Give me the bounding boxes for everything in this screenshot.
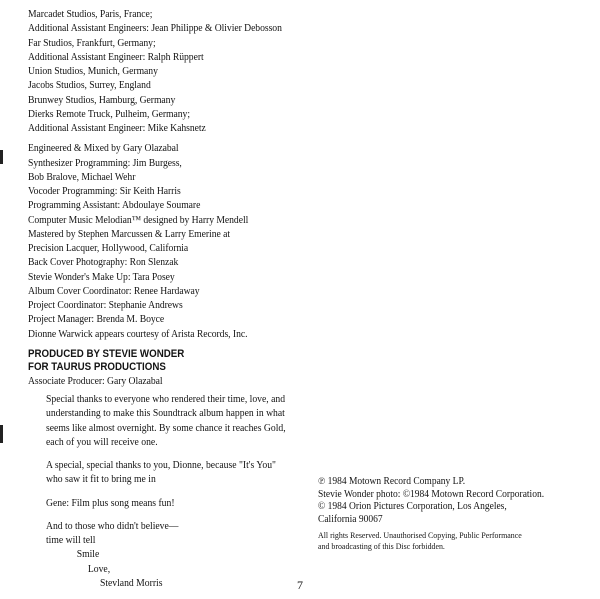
credit-line: Dionne Warwick appears courtesy of Arista Records, Inc. bbox=[28, 328, 248, 340]
signoff-love: Love, bbox=[87, 563, 111, 575]
credit-line: Precision Lacquer, Hollywood, California bbox=[28, 243, 189, 254]
credit-line: Stevie Wonder's Make Up: Tara Posey bbox=[28, 271, 175, 283]
legal-notice bbox=[318, 476, 588, 552]
staff-credits bbox=[28, 142, 328, 342]
credit-line: Jacobs Studios, Surrey, England bbox=[28, 80, 151, 92]
thanks-section bbox=[46, 393, 321, 591]
rights-reserved: All rights Reserved. Unauthorised Copying, Public Performance and broadcasting of this Disc forbidden. bbox=[318, 530, 522, 551]
credit-line: Engineered & Mixed by Gary Olazabal bbox=[28, 143, 179, 155]
phonogram-notice: ℗ 1984 Motown Record Company LP. bbox=[318, 476, 466, 487]
credit-line: Far Studios, Frankfurt, Germany; bbox=[28, 37, 156, 49]
orion-copyright: © 1984 Orion Pictures Corporation, Los Angeles, bbox=[318, 501, 507, 512]
scan-edge-mark bbox=[0, 150, 3, 164]
credit-line: Additional Assistant Engineer: Ralph Rüppert bbox=[28, 51, 204, 63]
credit-line: Mastered by Stephen Marcussen & Larry Emerine at bbox=[28, 228, 230, 240]
credit-line: Back Cover Photography: Ron Slenzak bbox=[28, 257, 179, 269]
thanks-paragraph-dionne: A special, special thanks to you, Dionne, because "It's You" who saw it fit to bring me in bbox=[46, 460, 276, 486]
credit-line: Programming Assistant: Abdoulaye Soumare bbox=[28, 200, 201, 212]
credit-line: Additional Assistant Engineers: Jean Philippe & Olivier Debosson bbox=[28, 23, 282, 35]
thanks-paragraph: Special thanks to everyone who rendered their time, love, and understanding to make this Soundtrack album happen in what seems like almost overnight. By some chance it reaches Gold, each of you will receive one. bbox=[46, 394, 286, 448]
credit-line: Bob Bralove, Michael Wehr bbox=[28, 171, 136, 183]
page-number: 7 bbox=[297, 578, 303, 592]
producer-heading: PRODUCED BY STEVIE WONDER bbox=[28, 347, 185, 360]
orion-address: California 90067 bbox=[318, 513, 383, 525]
scan-edge-mark bbox=[0, 425, 3, 443]
credit-line: Additional Assistant Engineer: Mike Kahsnetz bbox=[28, 123, 206, 134]
thanks-paragraph-gene: Gene: Film plus song means fun! bbox=[46, 497, 175, 509]
producer-heading-sub: FOR TAURUS PRODUCTIONS bbox=[28, 361, 166, 374]
credit-line: Project Coordinator: Stephanie Andrews bbox=[28, 300, 183, 311]
signoff-name: Stevland Morris bbox=[99, 577, 163, 589]
credit-line: Synthesizer Programming: Jim Burgess, bbox=[28, 157, 182, 169]
credit-line: Album Cover Coordinator: Renee Hardaway bbox=[28, 285, 200, 297]
credit-line: Vocoder Programming: Sir Keith Harris bbox=[28, 186, 181, 197]
credit-line: Project Manager: Brenda M. Boyce bbox=[28, 314, 165, 326]
associate-producer: Associate Producer: Gary Olazabal bbox=[28, 375, 163, 387]
photo-copyright: Stevie Wonder photo: ©1984 Motown Record Corporation. bbox=[318, 488, 545, 500]
credit-line: Brunwey Studios, Hamburg, Germany bbox=[28, 94, 176, 106]
credit-line: Dierks Remote Truck, Pulheim, Germany; bbox=[28, 108, 190, 120]
signoff-smile: Smile bbox=[76, 549, 100, 561]
credit-line: Union Studios, Munich, Germany bbox=[28, 66, 158, 77]
credits-column bbox=[28, 8, 328, 397]
thanks-paragraph-believers: And to those who didn't believe— time will tell bbox=[46, 520, 179, 546]
credit-line: Computer Music Melodian™ designed by Harry Mendell bbox=[28, 214, 249, 226]
credit-line: Marcadet Studios, Paris, France; bbox=[28, 9, 153, 20]
studio-credits bbox=[28, 8, 328, 136]
